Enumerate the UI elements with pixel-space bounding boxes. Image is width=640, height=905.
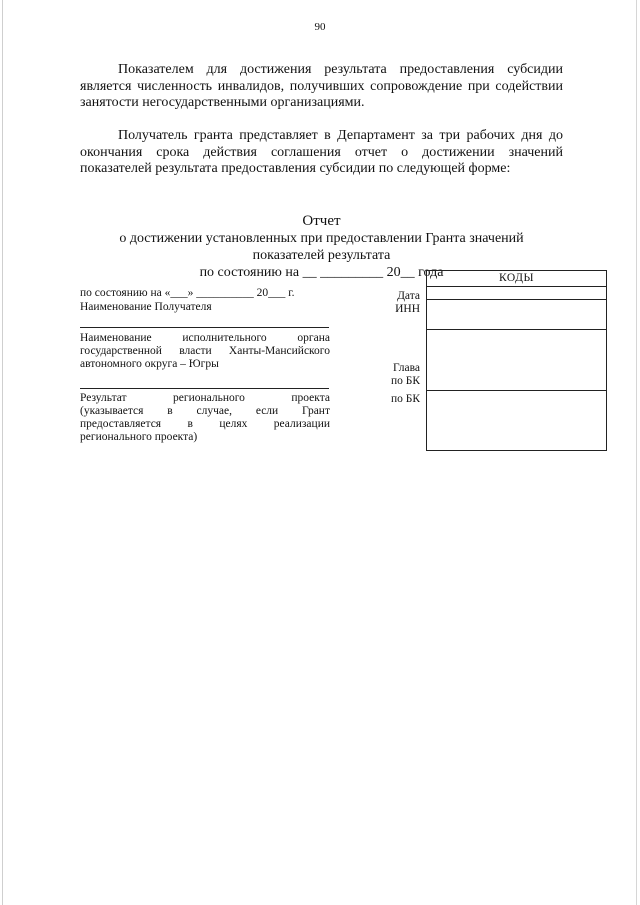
recipient-name-label: Наименование Получателя xyxy=(80,301,212,313)
result-label-line3 xyxy=(80,418,330,431)
organ-label-rest: государственной власти Ханты-Мансийского автономного округа – Югры xyxy=(80,345,330,370)
result-word: если xyxy=(255,405,279,417)
result-word: реализации xyxy=(273,418,330,430)
result-word: в xyxy=(167,405,173,417)
report-subtitle-line2: показателей результата xyxy=(252,248,391,263)
result-word: целях xyxy=(219,418,248,430)
codes-label-inn: ИНН xyxy=(395,303,420,315)
codes-label-date: Дата xyxy=(397,290,420,302)
organ-label-line1 xyxy=(80,332,330,345)
result-word: в xyxy=(187,418,193,430)
codes-table xyxy=(426,270,607,451)
result-label-line2 xyxy=(80,405,330,418)
scan-edge-left xyxy=(2,0,3,905)
result-word: регионального xyxy=(173,392,245,404)
codes-header-row xyxy=(427,271,607,287)
regional-project-label xyxy=(80,392,330,444)
inn-code-cell[interactable] xyxy=(427,300,607,330)
glava-code-cell[interactable] xyxy=(427,330,607,391)
result-label-line1 xyxy=(80,392,330,405)
codes-row-date xyxy=(427,287,607,300)
pobk-code-cell[interactable] xyxy=(427,391,607,451)
report-title: Отчет xyxy=(302,213,341,229)
result-word: случае, xyxy=(196,405,232,417)
result-label-line4: регионального проекта) xyxy=(80,431,198,443)
codes-label-pobk: по БК xyxy=(390,375,420,387)
codes-row-inn xyxy=(427,300,607,330)
result-word: Результат xyxy=(80,392,127,404)
codes-row-pobk xyxy=(427,391,607,451)
codes-label-pobk-2: по БК xyxy=(390,393,420,405)
result-word: проекта xyxy=(291,392,330,404)
result-word: Грант xyxy=(302,405,330,417)
organ-word: исполнительного xyxy=(182,332,267,344)
result-word: предоставляется xyxy=(80,418,162,430)
executive-organ-fill-line[interactable] xyxy=(80,388,329,389)
paragraph-indicator: Показателем для достижения результата предоставления субсидии является численность инвалидов, получивших сопровождение при содействии занятости негосударственными организациями. xyxy=(80,62,563,110)
organ-word: Наименование xyxy=(80,332,152,344)
page-number: 90 xyxy=(314,21,326,33)
recipient-name-fill-line[interactable] xyxy=(80,327,329,328)
codes-row-glava xyxy=(427,330,607,391)
codes-label-glava: Глава xyxy=(392,362,420,374)
report-subtitle-line1: о достижении установленных при предоставлении Гранта значений xyxy=(119,231,524,246)
result-word: (указывается xyxy=(80,405,144,417)
date-code-cell[interactable] xyxy=(427,287,607,300)
report-date-line: по состоянию на __ _________ 20__ года xyxy=(199,265,444,280)
executive-organ-label xyxy=(80,332,330,371)
paragraph-report-obligation: Получатель гранта представляет в Департамент за три рабочих дня до окончания срока действия соглашения отчет о достижении значений показателей результата предоставления субсидии по следующей форме: xyxy=(80,128,563,176)
codes-header: КОДЫ xyxy=(427,271,607,287)
form-date-line: по состоянию на «___» __________ 20___ г. xyxy=(80,287,295,299)
organ-word: органа xyxy=(297,332,330,344)
scan-edge-right xyxy=(636,0,637,905)
